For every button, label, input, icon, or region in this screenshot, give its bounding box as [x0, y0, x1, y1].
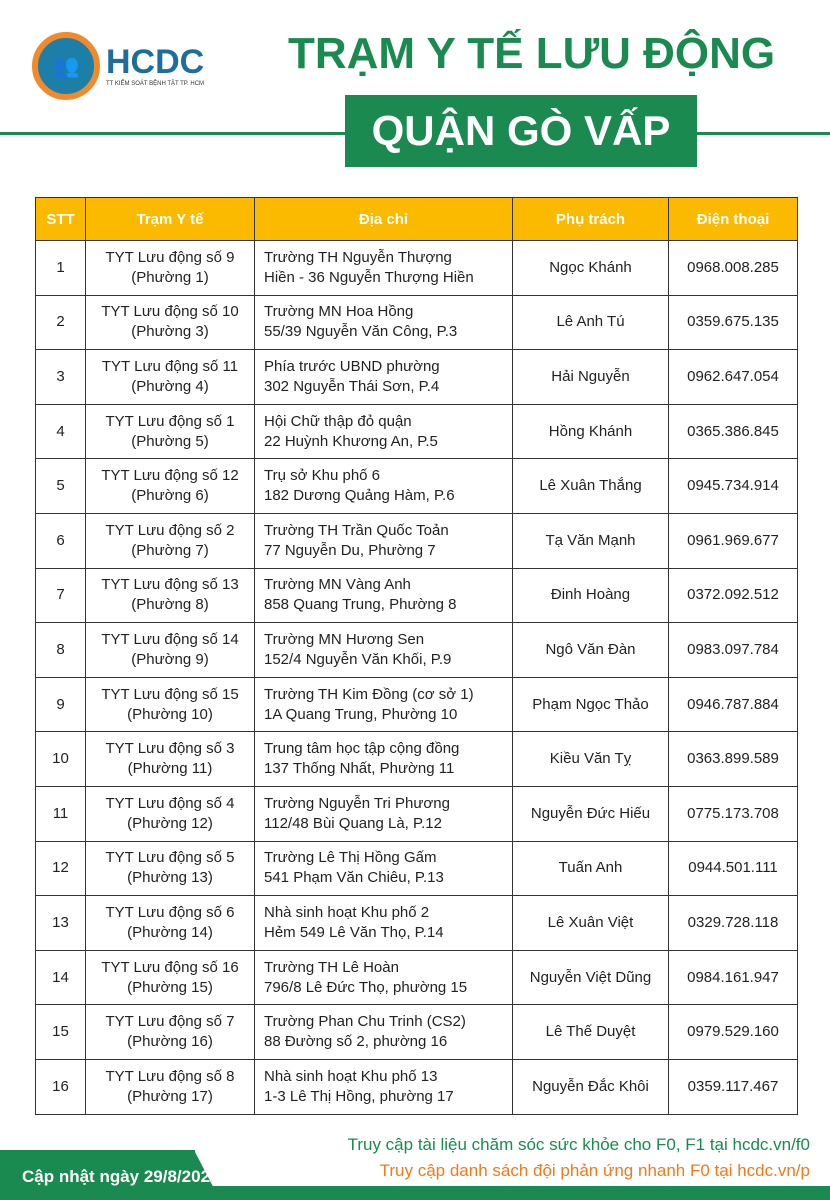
address-line2: 77 Nguyễn Du, Phường 7	[264, 541, 436, 559]
station-table	[35, 197, 798, 1115]
phone-cell: 0946.787.884	[669, 677, 798, 732]
person-cell: Hải Nguyễn	[513, 350, 669, 405]
table-row	[36, 350, 798, 405]
address-line2: 858 Quang Trung, Phường 8	[264, 596, 457, 614]
station-cell	[86, 1059, 255, 1114]
stt-cell: 8	[36, 623, 86, 678]
stt-cell: 4	[36, 404, 86, 459]
station-ward: (Phường 13)	[127, 869, 213, 887]
page-title: TRẠM Y TẾ LƯU ĐỘNG	[288, 29, 776, 78]
table-row	[36, 896, 798, 951]
station-name: TYT Lưu động số 12	[101, 467, 239, 485]
station-cell	[86, 513, 255, 568]
station-name: TYT Lưu động số 14	[101, 630, 239, 648]
station-cell	[86, 295, 255, 350]
person-cell: Lê Thế Duyệt	[513, 1005, 669, 1060]
address-line2: 137 Thống Nhất, Phường 11	[264, 760, 455, 778]
stt-cell: 11	[36, 786, 86, 841]
address-line1: Nhà sinh hoạt Khu phố 13	[264, 1067, 438, 1085]
address-line1: Trường Phan Chu Trinh (CS2)	[264, 1013, 466, 1031]
station-name: TYT Lưu động số 16	[101, 958, 239, 976]
phone-cell: 0363.899.589	[669, 732, 798, 787]
address-line2: Hẻm 549 Lê Văn Thọ, P.14	[264, 923, 444, 941]
address-line2: 182 Dương Quảng Hàm, P.6	[264, 487, 455, 505]
update-date: Cập nhật ngày 29/8/2021	[22, 1167, 220, 1186]
stt-cell: 3	[36, 350, 86, 405]
address-line2: Hiền - 36 Nguyễn Thượng Hiền	[264, 268, 474, 286]
station-cell	[86, 1005, 255, 1060]
address-line1: Trường TH Lê Hoàn	[264, 958, 399, 976]
address-cell	[255, 404, 513, 459]
person-cell: Kiều Văn Tỵ	[513, 732, 669, 787]
address-cell	[255, 841, 513, 896]
column-header: STT	[36, 198, 86, 241]
person-cell: Ngô Văn Đàn	[513, 623, 669, 678]
phone-cell: 0945.734.914	[669, 459, 798, 514]
logo-name: HCDC	[106, 43, 205, 81]
station-cell	[86, 786, 255, 841]
person-cell: Phạm Ngọc Thảo	[513, 677, 669, 732]
address-cell	[255, 295, 513, 350]
table-row	[36, 459, 798, 514]
table-row	[36, 295, 798, 350]
table-row	[36, 950, 798, 1005]
address-line1: Trường TH Trần Quốc Toản	[264, 521, 449, 539]
stt-cell: 14	[36, 950, 86, 1005]
station-cell	[86, 677, 255, 732]
person-cell: Lê Xuân Thắng	[513, 459, 669, 514]
station-name: TYT Lưu động số 8	[105, 1067, 235, 1085]
table-row	[36, 241, 798, 296]
address-line2: 1-3 Lê Thị Hồng, phường 17	[264, 1087, 454, 1105]
phone-cell: 0359.675.135	[669, 295, 798, 350]
person-cell: Tuấn Anh	[513, 841, 669, 896]
phone-cell: 0372.092.512	[669, 568, 798, 623]
stt-cell: 2	[36, 295, 86, 350]
station-name: TYT Lưu động số 5	[105, 849, 235, 867]
table-row	[36, 732, 798, 787]
table-row	[36, 623, 798, 678]
address-line1: Trường MN Hương Sen	[264, 630, 425, 648]
phone-cell: 0968.008.285	[669, 241, 798, 296]
station-cell	[86, 623, 255, 678]
station-ward: (Phường 6)	[131, 487, 209, 505]
address-line1: Nhà sinh hoạt Khu phố 2	[264, 903, 430, 921]
address-line1: Trường Lê Thị Hồng Gấm	[264, 849, 437, 867]
hcdc-logo	[32, 32, 204, 100]
station-name: TYT Lưu động số 13	[101, 576, 239, 594]
address-line1: Trung tâm học tập cộng đồng	[264, 740, 460, 758]
phone-cell: 0944.501.111	[669, 841, 798, 896]
district-banner: QUẬN GÒ VẤP	[345, 95, 697, 167]
station-ward: (Phường 17)	[127, 1087, 213, 1105]
phone-cell: 0962.647.054	[669, 350, 798, 405]
person-cell: Lê Anh Tú	[513, 295, 669, 350]
stt-cell: 16	[36, 1059, 86, 1114]
address-line1: Trường TH Kim Đồng (cơ sở 1)	[264, 685, 474, 703]
address-line1: Trường Nguyễn Tri Phương	[264, 794, 450, 812]
phone-cell: 0365.386.845	[669, 404, 798, 459]
station-name: TYT Lưu động số 10	[101, 303, 239, 321]
station-name: TYT Lưu động số 1	[105, 412, 235, 430]
address-cell	[255, 950, 513, 1005]
stt-cell: 9	[36, 677, 86, 732]
address-cell	[255, 677, 513, 732]
station-cell	[86, 350, 255, 405]
person-cell: Tạ Văn Mạnh	[513, 513, 669, 568]
address-line2: 55/39 Nguyễn Văn Công, P.3	[264, 323, 458, 341]
phone-cell: 0983.097.784	[669, 623, 798, 678]
stt-cell: 1	[36, 241, 86, 296]
station-ward: (Phường 1)	[131, 268, 209, 286]
stt-cell: 7	[36, 568, 86, 623]
address-cell	[255, 1005, 513, 1060]
address-line2: 88 Đường số 2, phường 16	[264, 1033, 448, 1051]
station-ward: (Phường 15)	[127, 978, 213, 996]
address-line1: Trường TH Nguyễn Thượng	[264, 248, 452, 266]
address-cell	[255, 568, 513, 623]
stt-cell: 12	[36, 841, 86, 896]
stt-cell: 10	[36, 732, 86, 787]
station-ward: (Phường 16)	[127, 1033, 213, 1051]
station-name: TYT Lưu động số 2	[105, 521, 235, 539]
phone-cell: 0329.728.118	[669, 896, 798, 951]
address-line1: Trường MN Hoa Hồng	[264, 303, 414, 321]
address-line1: Hội Chữ thập đỏ quận	[264, 412, 412, 430]
station-ward: (Phường 10)	[127, 705, 213, 723]
address-cell	[255, 513, 513, 568]
station-ward: (Phường 12)	[127, 814, 213, 832]
logo-subtitle: TT KIỂM SOÁT BỆNH TẬT TP. HCM	[106, 81, 205, 87]
address-line2: 112/48 Bùi Quang Là, P.12	[264, 814, 442, 832]
person-cell: Hồng Khánh	[513, 404, 669, 459]
station-cell	[86, 950, 255, 1005]
address-cell	[255, 786, 513, 841]
address-cell	[255, 732, 513, 787]
table-row	[36, 1059, 798, 1114]
person-cell: Nguyễn Đức Hiếu	[513, 786, 669, 841]
station-name: TYT Lưu động số 7	[105, 1013, 235, 1031]
address-line1: Trụ sở Khu phố 6	[264, 467, 381, 485]
address-cell	[255, 350, 513, 405]
address-line2: 541 Phạm Văn Chiêu, P.13	[264, 869, 444, 887]
phone-cell: 0961.969.677	[669, 513, 798, 568]
phone-cell: 0979.529.160	[669, 1005, 798, 1060]
stt-cell: 6	[36, 513, 86, 568]
column-header: Địa chỉ	[255, 198, 513, 241]
person-cell: Đinh Hoàng	[513, 568, 669, 623]
phone-cell: 0775.173.708	[669, 786, 798, 841]
f0-team-link[interactable]: Truy cập danh sách đội phản ứng nhanh F0 tại hcdc.vn/p	[379, 1161, 810, 1180]
station-cell	[86, 896, 255, 951]
table-row	[36, 1005, 798, 1060]
stt-cell: 15	[36, 1005, 86, 1060]
column-header: Phụ trách	[513, 198, 669, 241]
station-cell	[86, 841, 255, 896]
table-row	[36, 786, 798, 841]
address-cell	[255, 1059, 513, 1114]
address-line2: 796/8 Lê Đức Thọ, phường 15	[264, 978, 468, 996]
station-ward: (Phường 7)	[131, 541, 209, 559]
table-row	[36, 513, 798, 568]
station-ward: (Phường 8)	[131, 596, 209, 614]
f0-docs-link[interactable]: Truy cập tài liệu chăm sóc sức khỏe cho F0, F1 tại hcdc.vn/f0	[347, 1135, 810, 1154]
station-ward: (Phường 5)	[131, 432, 209, 450]
station-cell	[86, 732, 255, 787]
stt-cell: 5	[36, 459, 86, 514]
station-cell	[86, 404, 255, 459]
station-ward: (Phường 11)	[127, 760, 213, 778]
table-row	[36, 404, 798, 459]
station-name: TYT Lưu động số 3	[105, 740, 235, 758]
address-cell	[255, 623, 513, 678]
station-name: TYT Lưu động số 6	[105, 903, 235, 921]
stt-cell: 13	[36, 896, 86, 951]
address-line2: 1A Quang Trung, Phường 10	[264, 705, 458, 723]
phone-cell: 0359.117.467	[669, 1059, 798, 1114]
station-ward: (Phường 9)	[131, 650, 209, 668]
station-cell	[86, 459, 255, 514]
person-cell: Nguyễn Việt Dũng	[513, 950, 669, 1005]
column-header: Trạm Y tế	[86, 198, 255, 241]
station-ward: (Phường 4)	[131, 377, 209, 395]
address-cell	[255, 896, 513, 951]
address-line1: Phía trước UBND phường	[264, 357, 440, 375]
address-line1: Trường MN Vàng Anh	[264, 576, 411, 594]
station-cell	[86, 241, 255, 296]
phone-cell: 0984.161.947	[669, 950, 798, 1005]
address-line2: 152/4 Nguyễn Văn Khối, P.9	[264, 650, 452, 668]
station-name: TYT Lưu động số 11	[101, 357, 239, 375]
person-cell: Lê Xuân Việt	[513, 896, 669, 951]
table-row	[36, 841, 798, 896]
column-header: Điện thoại	[669, 198, 798, 241]
address-cell	[255, 241, 513, 296]
table-row	[36, 677, 798, 732]
station-name: TYT Lưu động số 15	[101, 685, 239, 703]
address-line2: 302 Nguyễn Thái Sơn, P.4	[264, 377, 440, 395]
station-name: TYT Lưu động số 9	[105, 248, 235, 266]
station-ward: (Phường 14)	[127, 923, 213, 941]
station-cell	[86, 568, 255, 623]
station-ward: (Phường 3)	[131, 323, 209, 341]
person-cell: Ngọc Khánh	[513, 241, 669, 296]
address-line2: 22 Huỳnh Khương An, P.5	[264, 432, 438, 450]
person-cell: Nguyễn Đắc Khôi	[513, 1059, 669, 1114]
people-icon: 👥	[32, 32, 100, 100]
table-row	[36, 568, 798, 623]
station-name: TYT Lưu động số 4	[105, 794, 235, 812]
address-cell	[255, 459, 513, 514]
